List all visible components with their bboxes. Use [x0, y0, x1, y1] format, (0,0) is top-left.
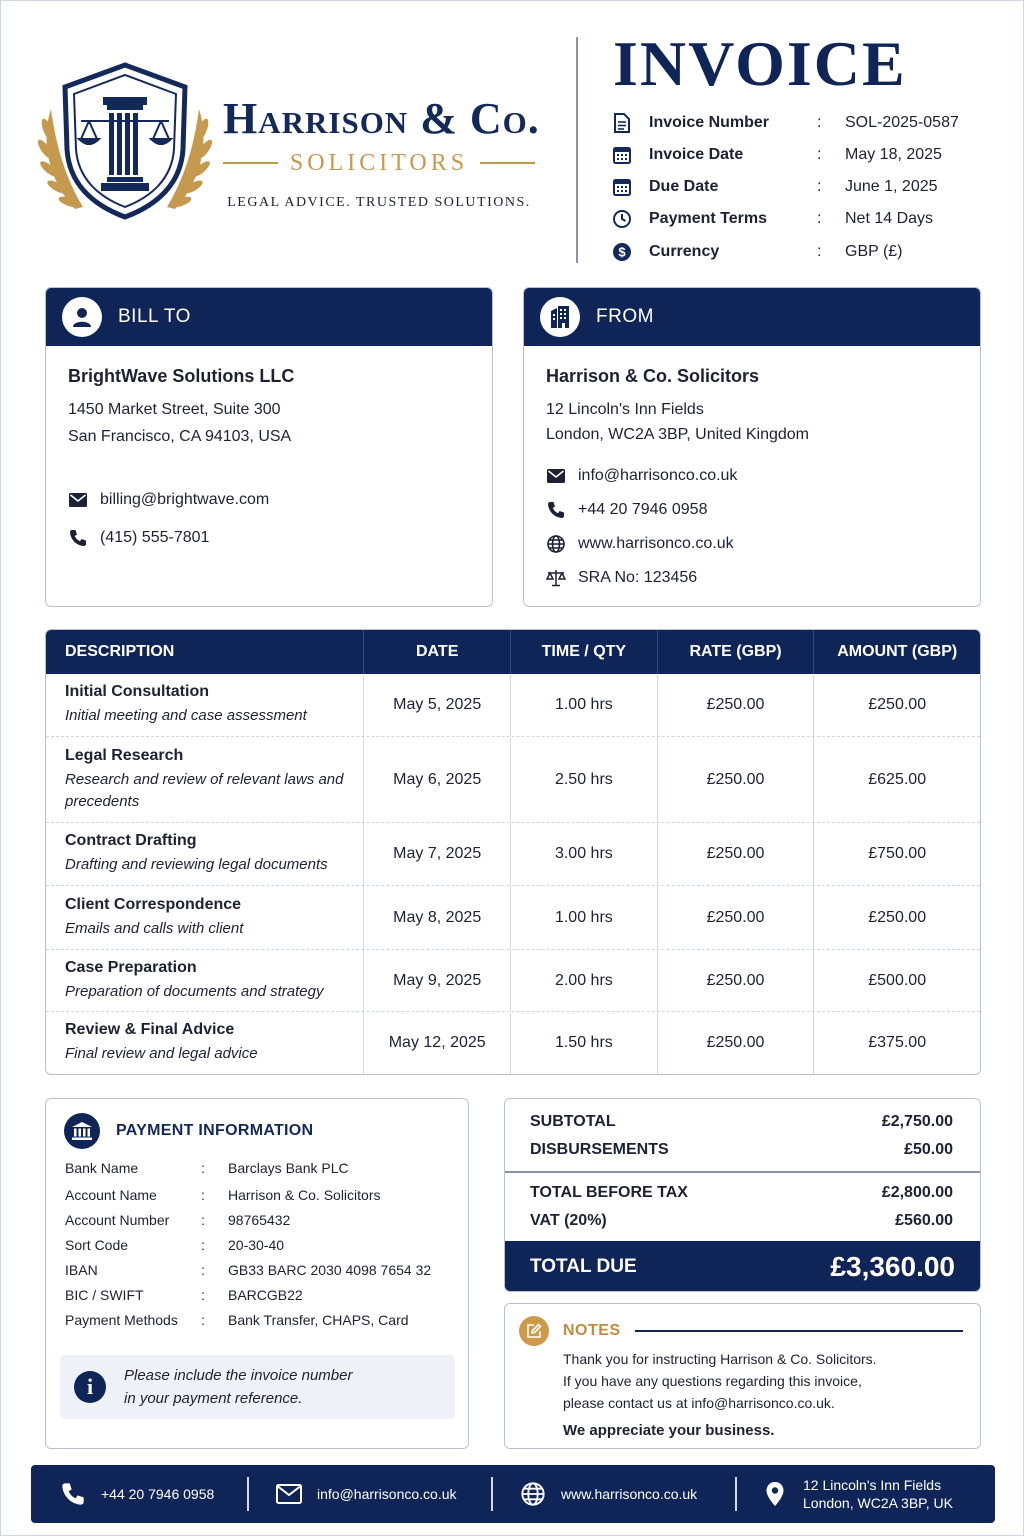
item-rate: £250.00: [658, 1012, 815, 1074]
svg-text:$: $: [618, 244, 626, 260]
client-phone[interactable]: (415) 555-7801: [100, 529, 210, 546]
total-due-bar: [505, 1241, 980, 1292]
payment-info-card: [45, 1098, 469, 1449]
payment-separator: :: [201, 1237, 205, 1253]
divider: [480, 162, 535, 164]
payment-separator: :: [201, 1187, 205, 1203]
invoice-title: INVOICE: [613, 28, 907, 99]
item-title: Review & Final Advice: [65, 1021, 235, 1038]
item-qty: 2.00 hrs: [511, 950, 658, 1011]
payment-row-iban: [65, 1261, 431, 1279]
payment-value: Barclays Bank PLC: [228, 1160, 349, 1176]
total-due-value: £3,360.00: [830, 1251, 955, 1282]
disbursements-label: DISBURSEMENTS: [530, 1141, 669, 1158]
disbursements-value: £50.00: [904, 1141, 953, 1158]
payment-row-account-name: [65, 1186, 381, 1204]
payment-row-account-number: [65, 1211, 290, 1229]
item-date: May 9, 2025: [364, 950, 511, 1011]
client-name: BrightWave Solutions LLC: [68, 366, 295, 386]
header-divider: [576, 37, 578, 263]
column-header-description: DESCRIPTION: [46, 630, 364, 674]
meta-value: May 18, 2025: [845, 146, 942, 163]
firm-subtitle: SOLICITORS: [289, 149, 469, 176]
item-date: May 6, 2025: [364, 737, 511, 822]
payment-value: 98765432: [228, 1212, 291, 1228]
total-before-tax-label: TOTAL BEFORE TAX: [530, 1184, 688, 1201]
vat-row: [530, 1212, 953, 1230]
footer-address-text: [803, 1476, 953, 1512]
item-rate: £250.00: [658, 823, 815, 885]
from-header: [524, 288, 980, 346]
notes-header: [519, 1316, 963, 1346]
bill-to-header: [46, 288, 492, 346]
payment-row-bank-name: [65, 1159, 349, 1177]
firm-subtitle-row: [223, 148, 535, 178]
payment-label: BIC / SWIFT: [65, 1287, 144, 1303]
user-icon: [62, 297, 102, 337]
item-date: May 7, 2025: [364, 823, 511, 885]
building-icon: [540, 297, 580, 337]
footer-phone: [31, 1465, 247, 1523]
row-description: [46, 674, 364, 736]
footer-address-line1: 12 Lincoln's Inn Fields: [803, 1477, 942, 1493]
notes-line3: please contact us at info@harrisonco.co.uk.: [563, 1395, 835, 1411]
notes-body: [563, 1348, 877, 1414]
meta-value: GBP (£): [845, 243, 903, 260]
bank-icon: [64, 1113, 100, 1149]
item-amount: £375.00: [868, 1034, 927, 1051]
info-icon: i: [74, 1371, 106, 1403]
item-date: May 5, 2025: [364, 674, 511, 736]
item-detail: Final review and legal advice: [65, 1045, 258, 1062]
disbursements-row: [530, 1141, 953, 1159]
item-title: Contract Drafting: [65, 832, 197, 849]
firm-email[interactable]: info@harrisonco.co.uk: [578, 467, 738, 484]
item-amount: £625.00: [868, 770, 927, 788]
firm-logo: [35, 59, 215, 229]
mail-icon: [275, 1480, 303, 1508]
meta-invoice-number: [611, 110, 991, 136]
table-row: [46, 823, 980, 886]
payment-note-line1: Please include the invoice number: [124, 1367, 353, 1384]
payment-label: Bank Name: [65, 1160, 139, 1176]
payment-row-sort-code: [65, 1236, 284, 1254]
phone-icon: [546, 500, 566, 520]
mail-icon: [68, 490, 88, 510]
scales-icon: [546, 568, 566, 588]
item-date: May 12, 2025: [364, 1012, 511, 1074]
item-detail: Initial meeting and case assessment: [65, 707, 307, 724]
subtotal-row: [530, 1113, 953, 1131]
payment-label: Sort Code: [65, 1237, 129, 1253]
meta-currency: [611, 239, 991, 265]
row-description: [46, 823, 364, 885]
meta-value: SOL-2025-0587: [845, 114, 959, 131]
firm-address-line1: 12 Lincoln's Inn Fields: [546, 401, 704, 418]
clock-icon: [611, 208, 633, 230]
item-qty: 1.50 hrs: [511, 1012, 658, 1074]
row-description: [46, 737, 364, 822]
calendar-icon: [611, 144, 633, 166]
total-due-label: TOTAL DUE: [530, 1256, 637, 1277]
firm-email-row: [546, 465, 737, 487]
payment-note-text: [124, 1364, 352, 1410]
column-header-amount: AMOUNT (GBP): [837, 643, 958, 660]
row-description: [46, 950, 364, 1011]
item-amount: £250.00: [868, 696, 927, 713]
footer-website-text[interactable]: www.harrisonco.co.uk: [561, 1486, 698, 1502]
payment-separator: :: [201, 1262, 205, 1278]
item-rate: £250.00: [658, 886, 815, 949]
row-description: [46, 886, 364, 949]
item-amount: £500.00: [868, 971, 927, 989]
payment-reference-note: [60, 1355, 455, 1419]
payment-separator: :: [201, 1212, 205, 1228]
firm-website[interactable]: www.harrisonco.co.uk: [578, 535, 734, 552]
subtotal-value: £2,750.00: [881, 1113, 953, 1130]
payment-value: 20-30-40: [228, 1237, 285, 1253]
meta-value: Net 14 Days: [845, 210, 934, 227]
meta-label: Currency: [649, 243, 720, 260]
totals-divider: [505, 1171, 980, 1173]
item-date: May 8, 2025: [364, 886, 511, 949]
meta-separator: :: [817, 210, 822, 227]
meta-label: Invoice Number: [649, 114, 770, 131]
item-amount: £750.00: [868, 845, 927, 862]
column-header-date: DATE: [364, 630, 511, 674]
table-row: [46, 674, 980, 737]
meta-label: Payment Terms: [649, 210, 767, 227]
total-before-tax-row: [530, 1184, 953, 1202]
meta-separator: :: [817, 146, 822, 163]
client-phone-row: [68, 527, 209, 549]
item-title: Initial Consultation: [65, 683, 209, 700]
totals-card: [504, 1098, 981, 1292]
payment-separator: :: [201, 1160, 205, 1176]
firm-tagline: LEGAL ADVICE. TRUSTED SOLUTIONS.: [227, 195, 531, 210]
firm-legal-name: Harrison & Co. Solicitors: [546, 366, 760, 386]
firm-website-row: [546, 533, 734, 555]
client-email-row: [68, 489, 269, 511]
payment-value: Harrison & Co. Solicitors: [228, 1187, 381, 1203]
item-detail: Preparation of documents and strategy: [65, 982, 324, 1000]
payment-value: GB33 BARC 2030 4098 7654 32: [228, 1262, 432, 1278]
line-items-table: [45, 629, 981, 1075]
client-address-line2: San Francisco, CA 94103, USA: [68, 428, 292, 445]
calendar-icon: [611, 176, 633, 198]
item-detail: Emails and calls with client: [65, 919, 244, 937]
item-qty: 1.00 hrs: [511, 674, 658, 736]
meta-payment-terms: [611, 206, 991, 232]
footer-website: [493, 1465, 735, 1523]
payment-value: Bank Transfer, CHAPS, Card: [228, 1312, 409, 1328]
column-header-rate: RATE (GBP): [658, 630, 815, 674]
payment-row-bic: [65, 1286, 303, 1304]
table-row: [46, 950, 980, 1012]
notes-heading: NOTES: [563, 1322, 621, 1339]
table-header: [46, 630, 980, 674]
from-heading: FROM: [596, 306, 654, 327]
payment-info-header: [64, 1113, 313, 1149]
column-header-qty: TIME / QTY: [511, 630, 658, 674]
firm-sra-number: SRA No: 123456: [578, 569, 698, 586]
document-icon: [611, 112, 633, 134]
footer-email-text[interactable]: info@harrisonco.co.uk: [317, 1486, 457, 1502]
item-detail: Drafting and reviewing legal documents: [65, 856, 328, 873]
location-pin-icon: [761, 1480, 789, 1508]
mail-icon: [546, 466, 566, 486]
divider: [223, 162, 278, 164]
payment-separator: :: [201, 1312, 205, 1328]
vat-label: VAT (20%): [530, 1212, 607, 1229]
bill-to-heading: BILL TO: [118, 306, 191, 327]
payment-label: Payment Methods: [65, 1312, 178, 1328]
meta-separator: :: [817, 243, 822, 260]
globe-icon: [519, 1480, 547, 1508]
payment-label: IBAN: [65, 1262, 98, 1278]
payment-separator: :: [201, 1287, 205, 1303]
vat-value: £560.00: [895, 1212, 953, 1229]
from-card: [523, 287, 981, 607]
item-rate: £250.00: [658, 737, 815, 822]
globe-icon: [546, 534, 566, 554]
notes-card: [504, 1303, 981, 1449]
footer-address: [737, 1465, 955, 1523]
item-rate: £250.00: [658, 950, 815, 1011]
item-amount: £250.00: [868, 908, 927, 926]
notes-line1: Thank you for instructing Harrison & Co. Solicitors.: [563, 1351, 877, 1367]
meta-separator: :: [817, 114, 822, 131]
divider: [635, 1330, 963, 1332]
firm-phone-row: [546, 499, 707, 521]
meta-value: June 1, 2025: [845, 178, 938, 195]
meta-label: Due Date: [649, 178, 719, 195]
item-qty: 2.50 hrs: [511, 737, 658, 822]
payment-value: BARCGB22: [228, 1287, 303, 1303]
footer-phone-text[interactable]: +44 20 7946 0958: [101, 1486, 215, 1502]
item-detail: Research and review of relevant laws and precedents: [65, 770, 344, 810]
total-before-tax-value: £2,800.00: [881, 1184, 953, 1201]
payment-label: Account Number: [65, 1212, 170, 1228]
notes-closing: We appreciate your business.: [563, 1422, 775, 1439]
meta-due-date: [611, 174, 991, 200]
edit-icon: [519, 1316, 549, 1346]
dollar-icon: [611, 241, 633, 263]
subtotal-label: SUBTOTAL: [530, 1113, 616, 1130]
row-description: [46, 1012, 364, 1074]
item-qty: 3.00 hrs: [511, 823, 658, 885]
footer-address-line2: London, WC2A 3BP, UK: [803, 1495, 953, 1511]
payment-note-line2: in your payment reference.: [124, 1390, 303, 1407]
item-title: Case Preparation: [65, 958, 197, 976]
table-row: [46, 886, 980, 950]
firm-sra-row: [546, 567, 697, 589]
item-qty: 1.00 hrs: [511, 886, 658, 949]
table-row: [46, 737, 980, 823]
item-title: Client Correspondence: [65, 895, 242, 913]
firm-name: Harrison & Co.: [223, 94, 540, 143]
client-email[interactable]: billing@brightwave.com: [100, 491, 270, 508]
phone-icon: [59, 1480, 87, 1508]
meta-separator: :: [817, 178, 822, 195]
payment-label: Account Name: [65, 1187, 157, 1203]
client-address-line1: 1450 Market Street, Suite 300: [68, 401, 281, 418]
firm-address-line2: London, WC2A 3BP, United Kingdom: [546, 426, 809, 443]
item-title: Legal Research: [65, 746, 184, 764]
payment-info-heading: PAYMENT INFORMATION: [116, 1122, 314, 1139]
meta-label: Invoice Date: [649, 146, 744, 163]
phone-icon: [68, 528, 88, 548]
notes-line2: If you have any questions regarding this invoice,: [563, 1373, 862, 1389]
table-row: [46, 1012, 980, 1074]
footer-bar: [31, 1465, 995, 1523]
meta-invoice-date: [611, 142, 991, 168]
footer-email: [249, 1465, 491, 1523]
payment-row-methods: [65, 1311, 409, 1329]
bill-to-card: [45, 287, 493, 607]
item-rate: £250.00: [658, 674, 815, 736]
firm-phone[interactable]: +44 20 7946 0958: [578, 501, 708, 518]
